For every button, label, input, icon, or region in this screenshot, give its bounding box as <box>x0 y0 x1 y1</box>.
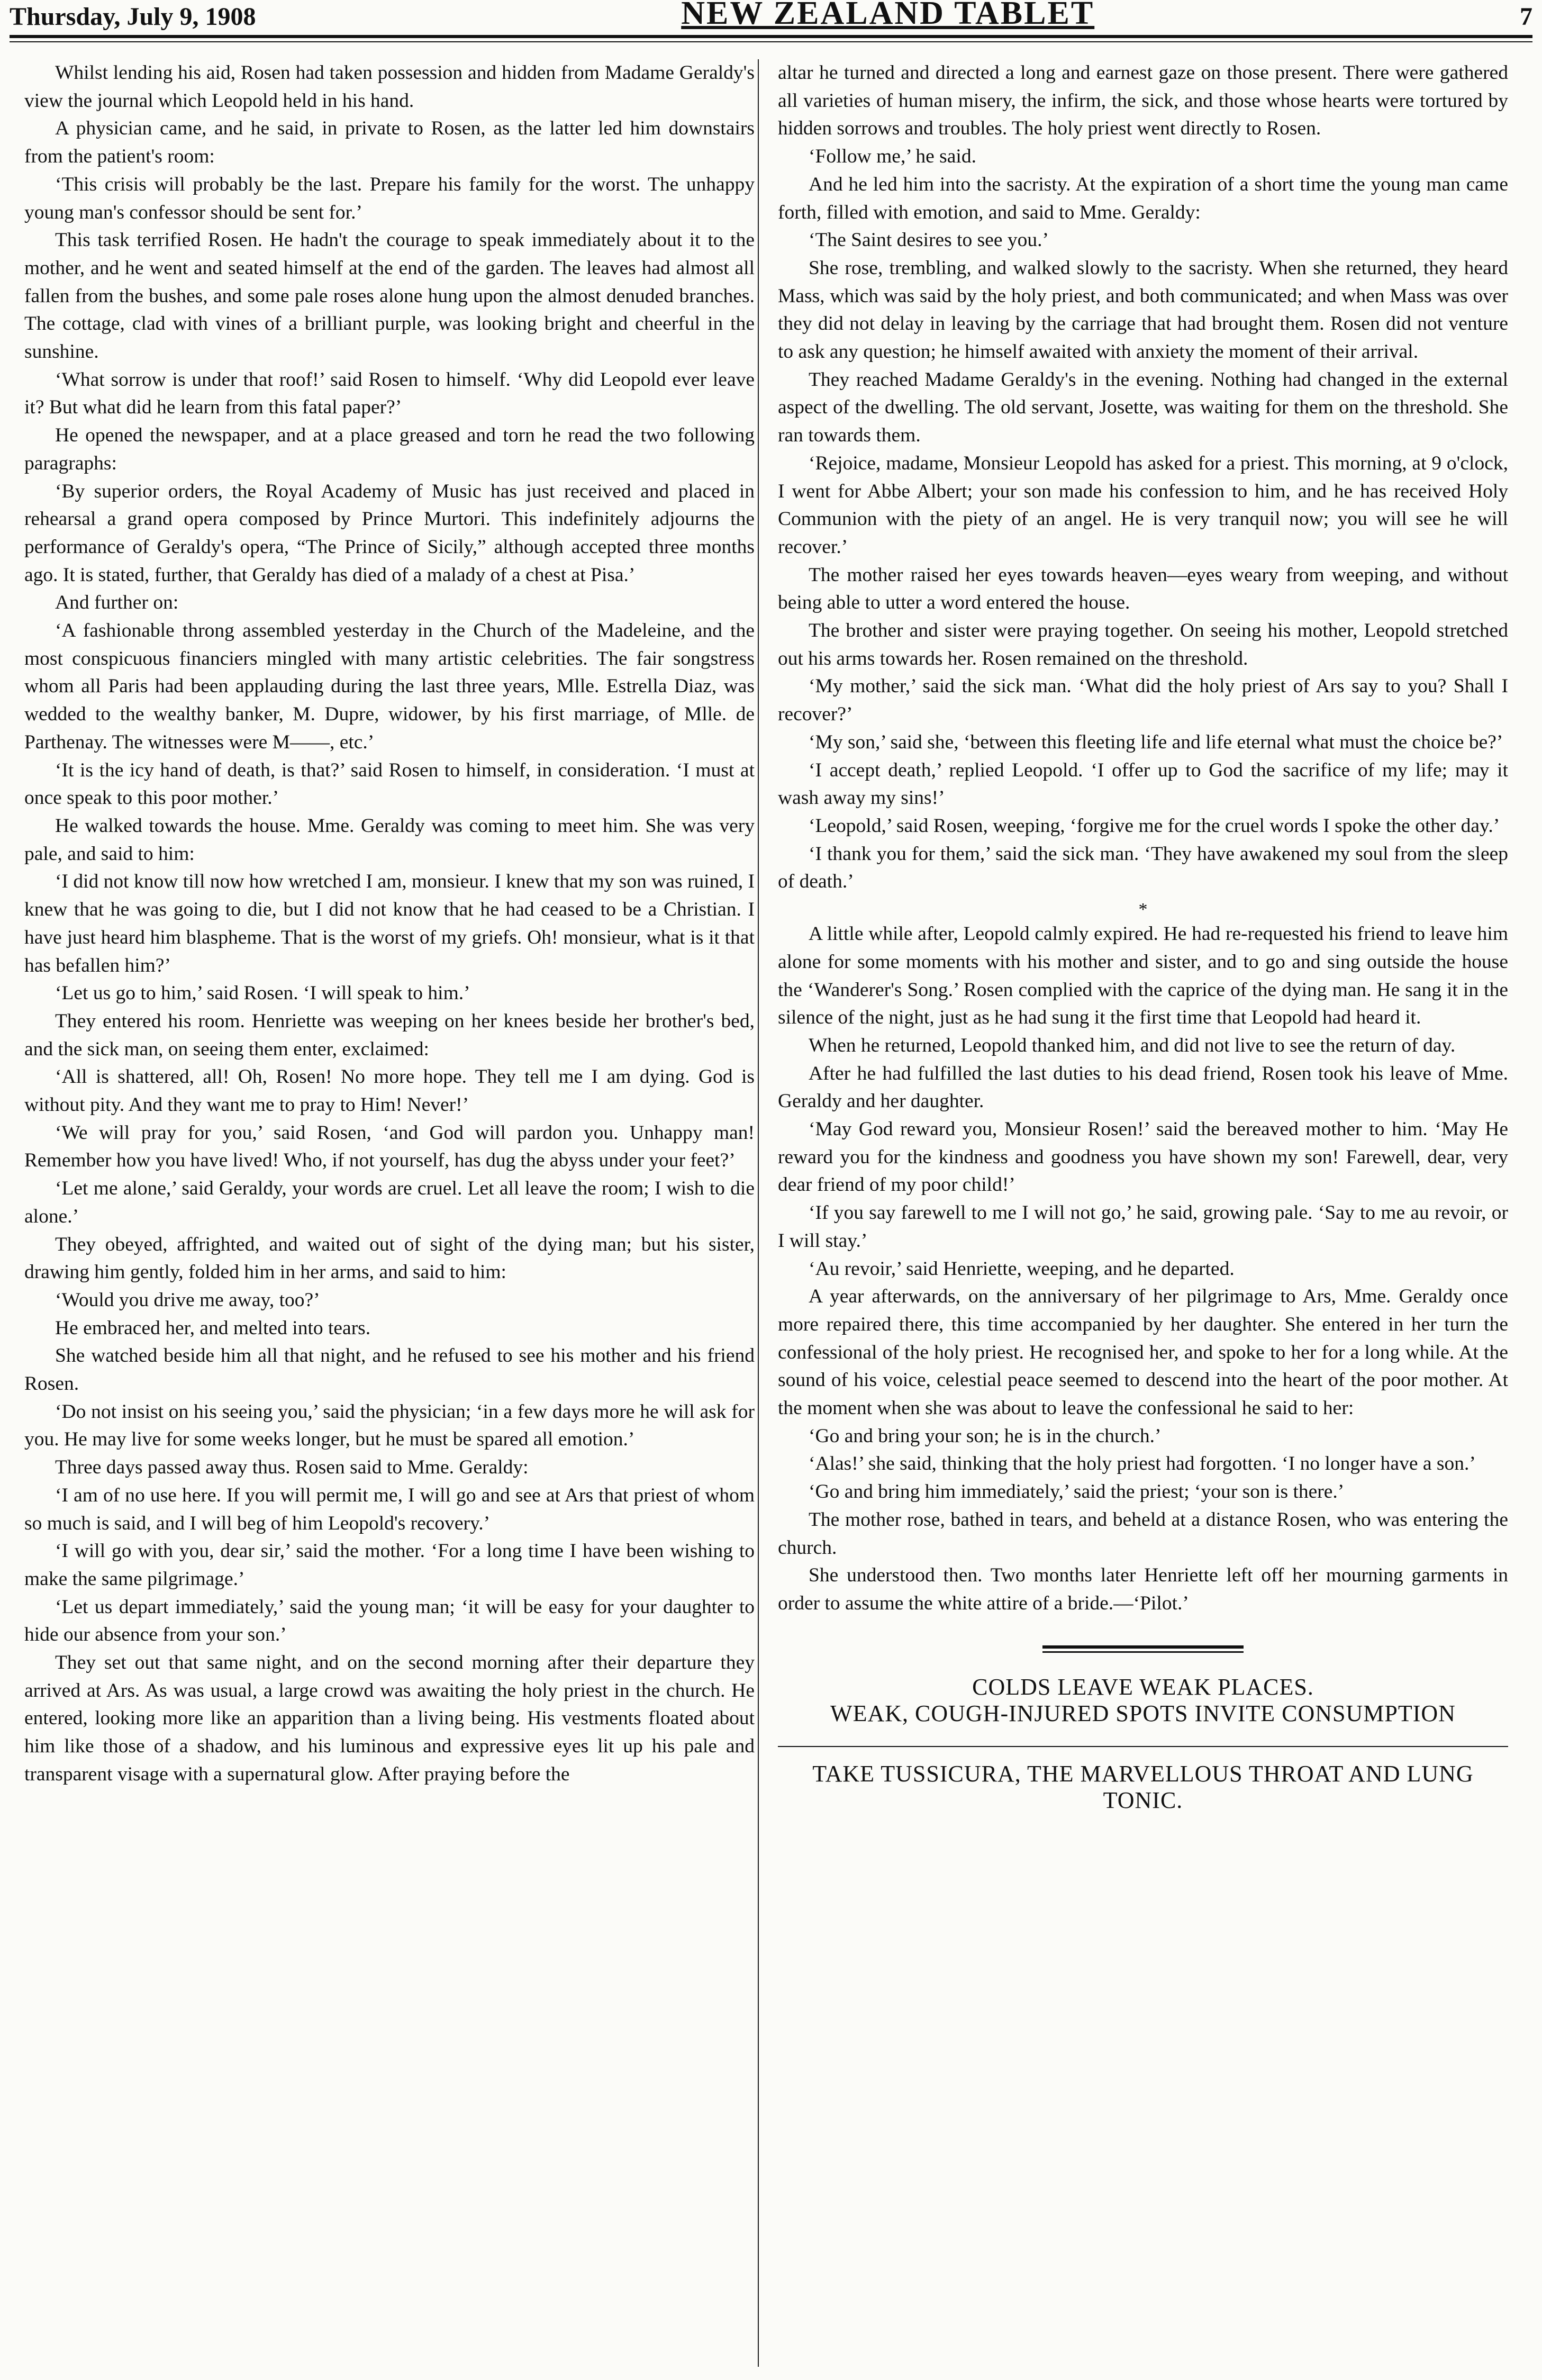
paragraph: When he returned, Leopold thanked him, and did not live to see the return of day. <box>809 1034 1456 1056</box>
paragraph: ‘All is shattered, all! Oh, Rosen! No more hope. They tell me I am dying. God is without pity. And they want me to pray to Him! Never!’ <box>24 1066 755 1116</box>
paragraph: ‘My son,’ said she, ‘between this fleeting life and life eternal what must the choice be?’ <box>809 731 1503 753</box>
newspaper-title: NEW ZEALAND TABLET <box>681 0 1095 31</box>
paragraph: ‘Rejoice, madame, Monsieur Leopold has asked for a priest. This morning, at 9 o'clock, I went for Abbe Albert; your son made his confession to him, and he has received Holy Communion with the piety of an angel. He is very tranquil now; you will see he will recover.’ <box>778 452 1508 558</box>
right-column-story-part-2 <box>778 920 1508 1618</box>
masthead <box>10 0 1532 30</box>
paragraph: ‘The Saint desires to see you.’ <box>809 229 1049 251</box>
paragraph: ‘May God reward you, Monsieur Rosen!’ said the bereaved mother to him. ‘May He reward you for the kindness and goodness you have shown my son! Farewell, dear, very dear friend of my poor child!’ <box>778 1118 1508 1196</box>
paragraph: They entered his room. Henriette was weeping on her knees beside her brother's bed, and the sick man, on seeing them enter, exclaimed: <box>24 1010 755 1060</box>
paragraph: And he led him into the sacristy. At the expiration of a short time the young man came forth, filled with emotion, and said to Mme. Geraldy: <box>778 173 1508 223</box>
paragraph: ‘Follow me,’ he said. <box>809 146 976 168</box>
paragraph: She understood then. Two months later Henriette left off her mourning garments in order to assume the white attire of a bride.—‘Pilot.’ <box>778 1564 1508 1614</box>
paragraph: The mother raised her eyes towards heaven—eyes weary from weeping, and without being able to utter a word entered the house. <box>778 564 1508 614</box>
paragraph: altar he turned and directed a long and earnest gaze on those present. There were gathered all varieties of human misery, the infirm, the sick, and those whose hearts were tortured by hidden sorrows and troubles. The holy priest went directly to Rosen. <box>778 62 1508 140</box>
paragraph: ‘Let us go to him,’ said Rosen. ‘I will speak to him.’ <box>55 982 470 1005</box>
right-column-story-part-1 <box>778 59 1508 896</box>
paragraph: ‘I did not know till now how wretched I am, monsieur. I knew that my son was ruined, I knew that he was going to die, but I did not know that he had ceased to be a Christian. I have just heard him blaspheme. That is the worst of my griefs. Oh! monsieur, what is it that has befallen him?’ <box>24 871 755 976</box>
paragraph: A little while after, Leopold calmly expired. He had re-requested his friend to leave him alone for some moments with his mother and sister, and to go and sing outside the house the ‘Wanderer's Song.’ Rosen complied with the caprice of the dying man. He sang it in the silence of the night, just as he had sung it the first time that Leopold had heard it. <box>778 923 1508 1029</box>
paragraph: She rose, trembling, and walked slowly to the sacristy. When she returned, they heard Mass, which was said by the holy priest, and both communicated; and when Mass was over they did not delay in leaving by the carriage that had brought them. Rosen did not venture to ask any question; he himself awaited with anxiety the moment of their arrival. <box>778 257 1508 363</box>
right-column <box>778 59 1508 2372</box>
paragraph: ‘Go and bring him immediately,’ said the priest; ‘your son is there.’ <box>809 1481 1345 1503</box>
issue-date: Thursday, July 9, 1908 <box>10 3 256 31</box>
paragraph: This task terrified Rosen. He hadn't the courage to speak immediately about it to the mother, and he went and seated himself at the end of the garden. The leaves had almost all fallen from the bushes, and some pale roses alone hung upon the almost denuded branches. The cottage, clad with vines of a brilliant purple, was looking bright and cheerful in the sunshine. <box>24 229 755 363</box>
paragraph: ‘Let us depart immediately,’ said the young man; ‘it will be easy for your daughter to hide our absence from your son.’ <box>24 1596 755 1646</box>
paragraph: ‘I am of no use here. If you will permit me, I will go and see at Ars that priest of whom so much is said, and I will beg of him Leopold's recovery.’ <box>24 1484 755 1534</box>
paragraph: Three days passed away thus. Rosen said to Mme. Geraldy: <box>55 1456 529 1479</box>
paragraph: ‘By superior orders, the Royal Academy of Music has just received and placed in rehearsal a grand opera composed by Prince Murtori. This indefinitely adjourns the performance of Geraldy's opera, “The Prince of Sicily,” although accepted three months ago. It is stated, further, that Geraldy has died of a malady of a chest at Pisa.’ <box>24 480 755 586</box>
paragraph: She watched beside him all that night, and he refused to see his mother and his friend Rosen. <box>24 1345 755 1395</box>
advertisement-rule <box>1042 1645 1244 1653</box>
paragraph: The brother and sister were praying together. On seeing his mother, Leopold stretched out his arms towards her. Rosen remained on the threshold. <box>778 620 1508 669</box>
paragraph: ‘I accept death,’ replied Leopold. ‘I offer up to God the sacrifice of my life; may it wash away my sins!’ <box>778 759 1508 809</box>
paragraph: ‘Go and bring your son; he is in the church.’ <box>809 1425 1162 1447</box>
paragraph: ‘This crisis will probably be the last. Prepare his family for the worst. The unhappy young man's confessor should be sent for.’ <box>24 173 755 223</box>
paragraph: A year afterwards, on the anniversary of her pilgrimage to Ars, Mme. Geraldy once more repaired there, this time accompanied by her daughter. She entered in her turn the confessional of the holy priest. He recognised her, and spoke to her for a long while. At the sound of his voice, celestial peace seemed to descend into the heart of the poor mother. At the moment when she was about to leave the confessional he said to her: <box>778 1286 1508 1419</box>
paragraph: He embraced her, and melted into tears. <box>55 1317 371 1339</box>
paragraph: Whilst lending his aid, Rosen had taken possession and hidden from Madame Geraldy's view the journal which Leopold held in his hand. <box>24 62 755 112</box>
paragraph: ‘Let me alone,’ said Geraldy, your words are cruel. Let all leave the room; I wish to die alone.’ <box>24 1178 755 1227</box>
paragraph: ‘We will pray for you,’ said Rosen, ‘and God will pardon you. Unhappy man! Remember how you have lived! Who, if not yourself, has dug the abyss under your feet?’ <box>24 1121 755 1172</box>
paragraph: He walked towards the house. Mme. Geraldy was coming to meet him. She was very pale, and said to him: <box>24 815 755 865</box>
paragraph: The mother rose, bathed in tears, and beheld at a distance Rosen, who was entering the church. <box>778 1508 1508 1559</box>
paragraph: They set out that same night, and on the second morning after their departure they arrived at Ars. As was usual, a large crowd was awaiting the holy priest in the church. He entered, looking more like an apparition than a living being. His vestments floated about him like those of a shadow, and his luminous and expressive eyes lit up his pale and transparent visage with a supernatural glow. After praying before the <box>24 1652 755 1785</box>
paragraph: ‘My mother,’ said the sick man. ‘What did the holy priest of Ars say to you? Shall I recover?’ <box>778 675 1508 726</box>
paragraph: ‘Do not insist on his seeing you,’ said the physician; ‘in a few days more he will ask for you. He may live for some weeks longer, but he must be spared all emotion.’ <box>24 1400 755 1451</box>
masthead-rule <box>10 35 1532 42</box>
paragraph: ‘Leopold,’ said Rosen, weeping, ‘forgive me for the cruel words I spoke the other day.’ <box>809 815 1500 837</box>
paragraph: They reached Madame Geraldy's in the evening. Nothing had changed in the external aspect of the dwelling. The old servant, Josette, was waiting for them on the threshold. She ran towards them. <box>778 368 1508 447</box>
paragraph: A physician came, and he said, in private to Rosen, as the latter led him downstairs from the patient's room: <box>24 117 755 168</box>
ad-line-1: COLDS LEAVE WEAK PLACES. <box>972 1673 1314 1700</box>
paragraph: ‘Au revoir,’ said Henriette, weeping, and he departed. <box>809 1257 1235 1280</box>
paragraph: He opened the newspaper, and at a place greased and torn he read the two following paragraphs: <box>24 424 755 474</box>
paragraph: They obeyed, affrighted, and waited out of sight of the dying man; but his sister, drawing him gently, folded him in her arms, and said to him: <box>24 1233 755 1283</box>
paragraph: After he had fulfilled the last duties to his dead friend, Rosen took his leave of Mme. Geraldy and her daughter. <box>778 1062 1508 1112</box>
paragraph: ‘Would you drive me away, too?’ <box>55 1289 320 1311</box>
advertisement <box>778 1674 1508 1814</box>
left-column <box>24 59 755 2372</box>
page-number: 7 <box>1520 3 1532 31</box>
section-separator: * <box>1138 900 1148 920</box>
ad-line-2: WEAK, COUGH-INJURED SPOTS INVITE CONSUMPTION <box>830 1700 1456 1726</box>
paragraph: And further on: <box>55 592 179 614</box>
paragraph: ‘Alas!’ she said, thinking that the holy priest had forgotten. ‘I no longer have a son.’ <box>809 1453 1476 1475</box>
ad-divider <box>778 1746 1508 1747</box>
paragraph: ‘If you say farewell to me I will not go,’ he said, growing pale. ‘Say to me au revoir, or I will stay.’ <box>778 1202 1508 1252</box>
ad-line-3: TAKE TUSSICURA, THE MARVELLOUS THROAT AND LUNG TONIC. <box>812 1760 1474 1813</box>
paragraph: ‘I will go with you, dear sir,’ said the mother. ‘For a long time I have been wishing to make the same pilgrimage.’ <box>24 1540 755 1590</box>
paragraph: ‘A fashionable throng assembled yesterday in the Church of the Madeleine, and the most conspicuous financiers mingled with many artistic celebrities. The fair songstress whom all Paris had been applauding during the last three years, Mlle. Estrella Diaz, was wedded to the wealthy banker, M. Dupre, widower, by his first marriage, of Mlle. de Parthenay. The witnesses were M——, etc.’ <box>24 620 755 753</box>
paragraph: ‘It is the icy hand of death, is that?’ said Rosen to himself, in consideration. ‘I must at once speak to this poor mother.’ <box>24 759 755 809</box>
paragraph: ‘What sorrow is under that roof!’ said Rosen to himself. ‘Why did Leopold ever leave it? But what did he learn from this fatal paper?’ <box>24 368 755 419</box>
column-divider <box>758 59 759 2367</box>
paragraph: ‘I thank you for them,’ said the sick man. ‘They have awakened my soul from the sleep of death.’ <box>778 843 1508 893</box>
